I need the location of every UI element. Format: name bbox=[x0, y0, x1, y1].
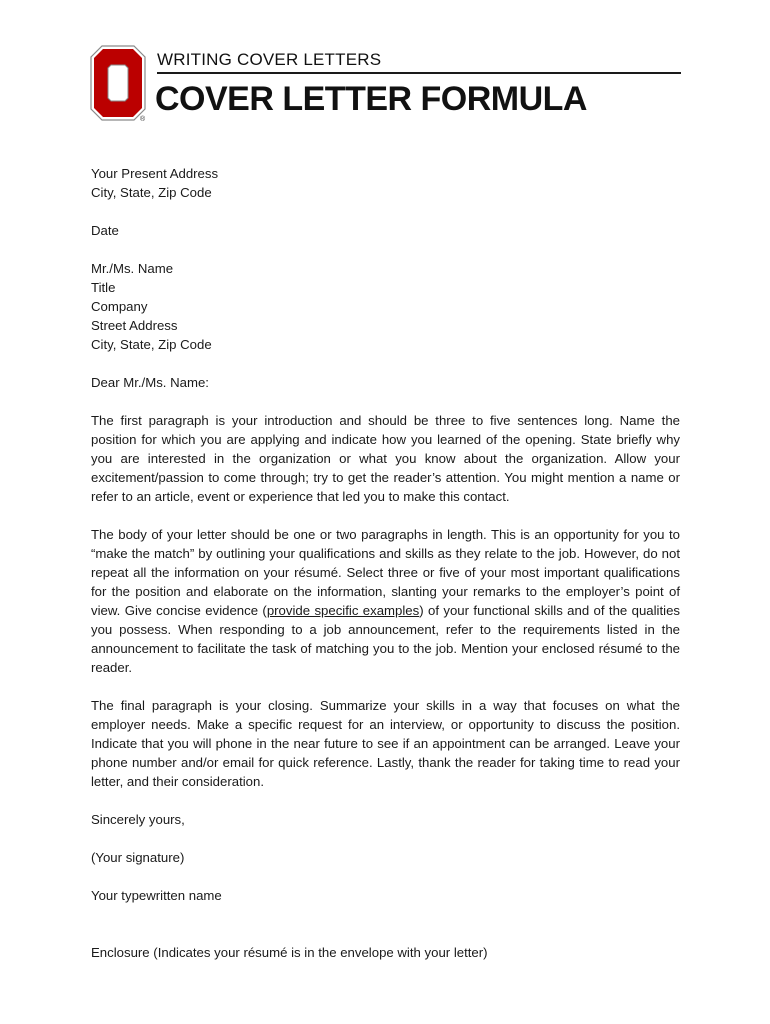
enclosure-note: Enclosure (Indicates your résumé is in the envelope with your letter) bbox=[91, 945, 488, 960]
recipient-title: Title bbox=[91, 280, 116, 295]
salutation: Dear Mr./Ms. Name: bbox=[91, 375, 209, 390]
recipient-company: Company bbox=[91, 299, 148, 314]
sender-address: Your Present Address bbox=[91, 166, 219, 181]
sender-city: City, State, Zip Code bbox=[91, 185, 212, 200]
signature-placeholder: (Your signature) bbox=[91, 850, 185, 865]
closing-paragraph: The final paragraph is your closing. Summarize your skills in a way that focuses on what the employer needs. Make a specific request for an interview, or opportunity to discuss the position. Indicate that you will phone in the near future to see if an appointment can be arranged. Leave your phone number and/or email for quick reference. Lastly, thank the reader for taking time to read your letter, and their consideration. bbox=[91, 698, 680, 789]
recipient-street: Street Address bbox=[91, 318, 178, 333]
recipient-name: Mr./Ms. Name bbox=[91, 261, 174, 276]
recipient-city: City, State, Zip Code bbox=[91, 337, 212, 352]
body-paragraph bbox=[91, 525, 680, 677]
body-text-start: The body of your letter should be one or two paragraphs in length. This is an opportunity for you to “make the match” by outlining your qualifications and skills as they relate to the job. However, do not repeat all the information on your résumé. Select three or five of your most important qualifications for the position and elaborate on the information, slanting your remarks to the employer’s point of view. Give concise evidence ( bbox=[91, 527, 680, 618]
intro-paragraph: The first paragraph is your introduction and should be three to five sentences long. Name the position for which you are applying and indicate how you learned of the opening. State briefly why you are interested in the organization or what you know about the organization. Allow your excitement/passion to come through; try to get the reader’s attention. You might mention a name or refer to an article, event or experience that led you to make this contact. bbox=[91, 413, 680, 504]
page-title: COVER LETTER FORMULA bbox=[155, 80, 587, 118]
provide-examples-link[interactable]: provide specific examples bbox=[266, 603, 420, 618]
signoff-closing: Sincerely yours, bbox=[91, 812, 185, 827]
letter-body bbox=[91, 164, 680, 962]
registered-mark: ® bbox=[140, 116, 146, 121]
ohio-state-block-o-logo bbox=[90, 45, 146, 121]
body-text-end: ) of your functional skills and of the qualities you possess. When responding to a job announcement, refer to the requirements listed in the announcement to facilitate the task of matching you to the job. Mention your enclosed résumé to the reader. bbox=[91, 603, 681, 675]
header-subtitle: WRITING COVER LETTERS bbox=[157, 50, 382, 69]
header-divider bbox=[157, 72, 681, 74]
typed-name: Your typewritten name bbox=[91, 888, 222, 903]
letter-date: Date bbox=[91, 223, 119, 238]
